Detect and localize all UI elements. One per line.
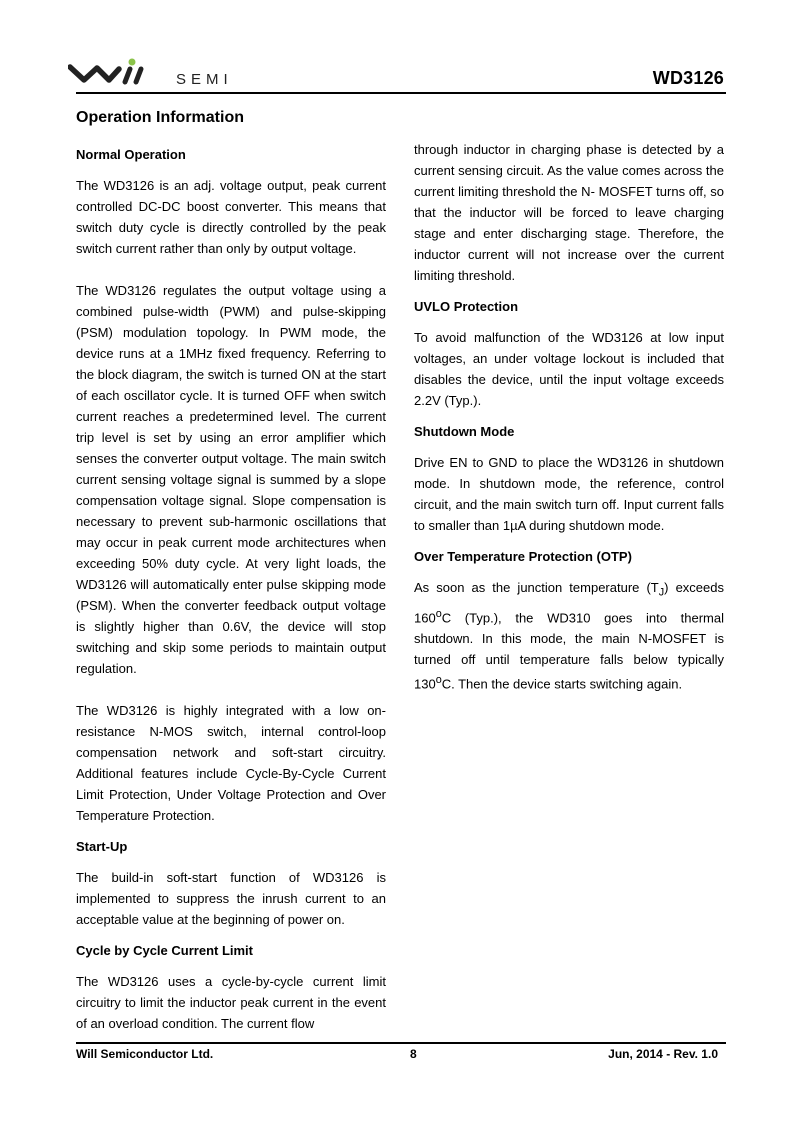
footer-company: Will Semiconductor Ltd.	[76, 1047, 214, 1061]
page-number: 8	[410, 1047, 417, 1061]
footer-rule	[76, 1042, 726, 1044]
svg-text:SEMI: SEMI	[176, 71, 233, 88]
heading-start-up: Start-Up	[76, 839, 128, 854]
header-rule	[76, 92, 726, 94]
heading-normal-operation: Normal Operation	[76, 147, 186, 162]
heading-otp: Over Temperature Protection (OTP)	[414, 549, 632, 564]
paragraph-normal-2: The WD3126 regulates the output voltage using a combined pulse-width (PWM) and pulse-skipping (PSM) modulation topology. In PWM mode, the device runs at a 1MHz fixed frequency. Referring to the block diagram, the switch is turned ON at the start of each oscillator cycle. It is turned OFF when switch current reaches a predetermined level. The current trip level is set by using an error amplifier which senses the converter output voltage. The main switch current sensing voltage signal is summed by a slope compensation voltage signal. Slope compensation is necessary to prevent sub-harmonic oscillations that may occur in peak current mode architectures when exceeding 50% duty cycle. At very light loads, the WD3126 will automatically enter pulse skipping mode (PSM). When the converter feedback output voltage is slightly higher than 0.6V, the device will stop switching and skip some periods to maintain output regulation.	[76, 283, 386, 676]
paragraph-shutdown: Drive EN to GND to place the WD3126 in shutdown mode. In shutdown mode, the reference, control circuit, and the main switch turn off. Input current falls to smaller than 1µA during shutdown mode.	[414, 455, 724, 533]
willsemi-logo-icon	[68, 58, 258, 88]
paragraph-cycle-limit: The WD3126 uses a cycle-by-cycle current limit circuitry to limit the inductor peak current in the event of an overload condition. The current flow	[76, 974, 386, 1031]
heading-cycle-limit: Cycle by Cycle Current Limit	[76, 943, 253, 958]
paragraph-otp: As soon as the junction temperature $(T_J)$ exceeds 160$^o$C (Typ.), the WD310 goes into thermal shutdown. In this mode, the main N-MOSFET is turned off until temperature falls below typically 130$^o$C. Then the device starts switching again.	[414, 580, 724, 692]
left-column	[76, 144, 386, 1034]
right-column	[414, 139, 724, 694]
paragraph-cycle-limit-cont: through inductor in charging phase is detected by a current sensing circuit. As the value comes across the current limiting threshold the N- MOSFET turns off, so that the inductor will be forced to leave charging stage and enter discharging stage. Therefore, the inductor current will not increase over the current limiting threshold.	[414, 142, 724, 283]
document-code: WD3126	[652, 68, 724, 88]
footer-date-revision: Jun, 2014 - Rev. 1.0	[608, 1047, 718, 1061]
heading-uvlo: UVLO Protection	[414, 299, 519, 314]
paragraph-start-up: The build-in soft-start function of WD3126 is implemented to suppress the inrush current to an acceptable value at the beginning of power on.	[76, 870, 386, 927]
paragraph-normal-3: The WD3126 is highly integrated with a low on-resistance N-MOS switch, internal control-loop compensation network and soft-start circuitry. Additional features include Cycle-By-Cycle Current Limit Protection, Under Voltage Protection and Over Temperature Protection.	[76, 703, 386, 823]
heading-shutdown: Shutdown Mode	[414, 424, 515, 439]
company-logo	[68, 58, 258, 88]
paragraph-uvlo: To avoid malfunction of the WD3126 at low input voltages, an under voltage lockout is included that disables the device, until the input voltage exceeds 2.2V (Typ.).	[414, 330, 724, 408]
section-title: Operation Information	[76, 109, 244, 126]
paragraph-normal-1: The WD3126 is an adj. voltage output, peak current controlled DC-DC boost converter. This means that switch duty cycle is directly controlled by the peak switch current rather than only by output voltage.	[76, 178, 386, 256]
